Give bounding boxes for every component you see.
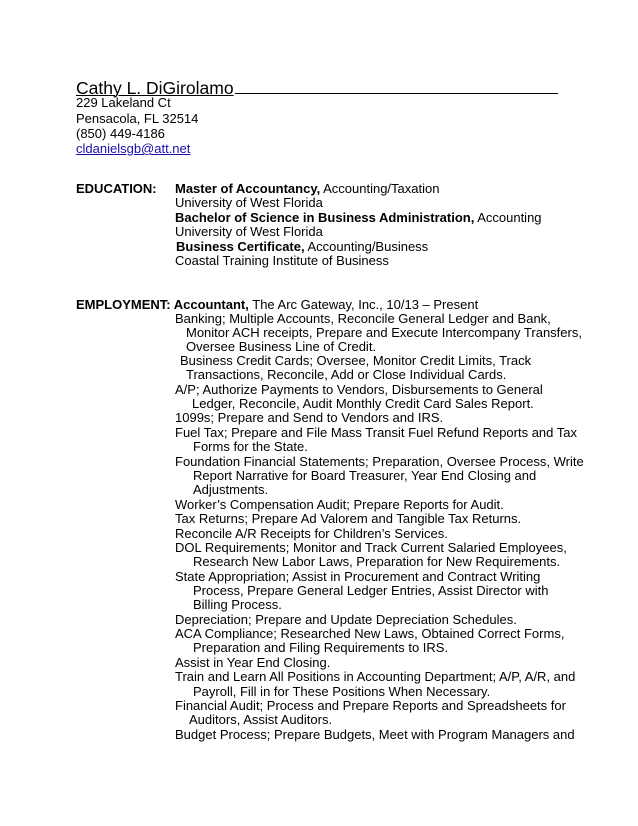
duty-line: Transactions, Reconcile, Add or Close Individual Cards.: [186, 367, 507, 382]
duty-line: Report Narrative for Board Treasurer, Year End Closing and: [193, 468, 537, 483]
employment-header: [76, 297, 478, 312]
duty-line: Monitor ACH receipts, Prepare and Execute Intercompany Transfers,: [186, 325, 582, 340]
duty-line: Reconcile A/R Receipts for Children’s Services.: [175, 526, 448, 541]
duty-line: Train and Learn All Positions in Accounting Department; A/P, A/R, and: [175, 669, 576, 684]
degree-name: Business Certificate,: [176, 239, 305, 254]
duty-line: Banking; Multiple Accounts, Reconcile General Ledger and Bank,: [175, 311, 551, 326]
duty-line: Budget Process; Prepare Budgets, Meet with Program Managers and: [175, 727, 575, 742]
duty-line: Auditors, Assist Auditors.: [189, 712, 333, 727]
degree-name: Master of Accountancy,: [175, 181, 321, 196]
duty-line: Fuel Tax; Prepare and File Mass Transit Fuel Refund Reports and Tax: [175, 425, 577, 440]
education-school-3: Coastal Training Institute of Business: [175, 253, 389, 268]
duty-line: Tax Returns; Prepare Ad Valorem and Tangible Tax Returns.: [175, 511, 522, 526]
employment-label: EMPLOYMENT:: [76, 297, 171, 312]
duty-line: Depreciation; Prepare and Update Depreciation Schedules.: [175, 612, 517, 627]
duty-line: Payroll, Fill in for These Positions When Necessary.: [193, 684, 491, 699]
degree-field: Accounting: [474, 210, 542, 225]
duty-line: DOL Requirements; Monitor and Track Current Salaried Employees,: [175, 540, 567, 555]
duty-line: Foundation Financial Statements; Preparation, Oversee Process, Write: [175, 454, 584, 469]
employer: The Arc Gateway, Inc., 10/13 – Present: [248, 297, 479, 312]
duty-line: Business Credit Cards; Oversee, Monitor Credit Limits, Track: [180, 353, 532, 368]
duty-line: A/P; Authorize Payments to Vendors, Disbursements to General: [175, 382, 543, 397]
address-line-1: 229 Lakeland Ct: [76, 95, 171, 110]
duty-line: Forms for the State.: [193, 439, 308, 454]
education-school-2: University of West Florida: [175, 224, 323, 239]
duty-line: Process, Prepare General Ledger Entries, Assist Director with: [193, 583, 549, 598]
duty-line: 1099s; Prepare and Send to Vendors and IRS.: [175, 410, 444, 425]
education-label: EDUCATION:: [76, 181, 157, 196]
name-underline: [235, 79, 558, 94]
duty-line: Research New Labor Laws, Preparation for New Requirements.: [193, 554, 561, 569]
duty-line: Adjustments.: [193, 482, 269, 497]
duty-line: Worker’s Compensation Audit; Prepare Reports for Audit.: [175, 497, 504, 512]
email-link[interactable]: cldanielsgb@att.net: [76, 141, 191, 156]
duty-line: Assist in Year End Closing.: [175, 655, 331, 670]
education-degree-3: [176, 239, 428, 254]
duty-line: Oversee Business Line of Credit.: [186, 339, 377, 354]
duty-line: State Appropriation; Assist in Procurement and Contract Writing: [175, 569, 541, 584]
duty-line: Billing Process.: [193, 597, 282, 612]
duty-line: Financial Audit; Process and Prepare Reports and Spreadsheets for: [175, 698, 566, 713]
degree-field: Accounting/Taxation: [320, 181, 440, 196]
address-line-2: Pensacola, FL 32514: [76, 111, 199, 126]
duty-line: Preparation and Filing Requirements to IRS.: [193, 640, 449, 655]
name-text: Cathy L. DiGirolamo: [76, 78, 234, 98]
job-title: Accountant,: [170, 297, 249, 312]
degree-field: Accounting/Business: [304, 239, 429, 254]
education-degree-2: [175, 210, 542, 225]
degree-name: Bachelor of Science in Business Administration,: [175, 210, 475, 225]
education-school-1: University of West Florida: [175, 195, 323, 210]
education-degree-1: [175, 181, 439, 196]
duty-line: ACA Compliance; Researched New Laws, Obtained Correct Forms,: [175, 626, 565, 641]
duty-line: Ledger, Reconcile, Audit Monthly Credit Card Sales Report.: [192, 396, 534, 411]
phone-number: (850) 449-4186: [76, 126, 165, 141]
